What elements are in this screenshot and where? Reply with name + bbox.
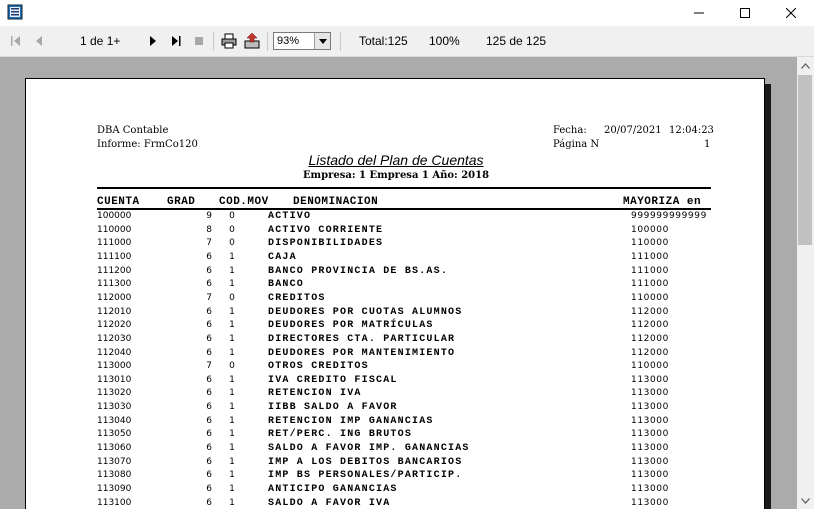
progress-percent: 100%: [429, 34, 460, 48]
table-row: [26, 266, 766, 280]
account-grade: 6: [206, 415, 212, 426]
parent-account: 113000: [631, 443, 669, 454]
account-grade: 6: [206, 333, 212, 344]
movement-code: 1: [229, 251, 235, 262]
maximize-button[interactable]: [722, 0, 768, 26]
movement-code: 1: [229, 265, 235, 276]
print-button[interactable]: [220, 32, 238, 50]
movement-code: 1: [229, 388, 235, 399]
movement-code: 0: [229, 238, 235, 249]
account-name: RETENCION IVA: [268, 388, 362, 400]
printer-icon: [221, 33, 237, 49]
account-code: 113050: [97, 429, 132, 440]
table-row: [26, 252, 766, 266]
account-name: BANCO PROVINCIA DE BS.AS.: [268, 265, 449, 277]
movement-code: 1: [229, 429, 235, 440]
parent-account: 113000: [631, 470, 669, 481]
account-code: 113010: [97, 374, 132, 385]
column-header-codmov: COD.MOV: [219, 196, 269, 208]
scroll-down-button[interactable]: [797, 492, 814, 509]
maximize-icon: [740, 8, 750, 18]
account-code: 113100: [97, 497, 132, 508]
account-name: RETENCION IMP GANANCIAS: [268, 415, 434, 427]
chevron-up-icon: [801, 63, 810, 69]
parent-account: 113000: [631, 497, 669, 508]
account-grade: 7: [206, 292, 212, 303]
parent-account: 113000: [631, 484, 669, 494]
parent-account: 100000: [631, 224, 669, 235]
page-label: Página N: [553, 139, 600, 150]
movement-code: 0: [229, 224, 235, 235]
app-icon: [7, 4, 23, 20]
parent-account: 113000: [631, 388, 669, 399]
parent-account: 999999999999: [631, 211, 707, 221]
chevron-down-icon: [801, 498, 810, 504]
toolbar-separator: [340, 32, 341, 51]
account-code: 113080: [97, 470, 132, 481]
minimize-button[interactable]: [676, 0, 722, 26]
page-indicator: 1 de 1+: [80, 34, 121, 48]
table-row: [26, 348, 766, 362]
table-row: [26, 361, 766, 375]
scroll-thumb[interactable]: [798, 75, 812, 245]
toolbar-separator: [213, 32, 214, 51]
parent-account: 111000: [631, 265, 669, 276]
previous-page-button[interactable]: [31, 32, 47, 50]
next-page-button[interactable]: [145, 32, 161, 50]
scroll-up-button[interactable]: [797, 57, 814, 74]
table-row: [26, 211, 766, 225]
parent-account: 111000: [631, 251, 669, 262]
account-code: 112020: [97, 320, 132, 331]
table-row: [26, 470, 766, 484]
account-code: 113020: [97, 388, 132, 399]
column-header-cuenta: CUENTA: [97, 196, 140, 208]
parent-account: 113000: [631, 456, 669, 467]
movement-code: 0: [229, 292, 235, 303]
account-name: IIBB SALDO A FAVOR: [268, 402, 398, 414]
account-grade: 6: [206, 456, 212, 467]
parent-account: 110000: [631, 361, 669, 372]
parent-account: 111000: [631, 279, 669, 290]
account-grade: 6: [206, 470, 212, 481]
column-header-denominacion: DENOMINACION: [293, 196, 379, 208]
table-row: [26, 320, 766, 334]
account-code: 113030: [97, 402, 132, 413]
header-top-rule: [97, 187, 711, 189]
account-grade: 6: [206, 279, 212, 290]
previous-page-icon: [33, 35, 45, 47]
account-code: 113000: [97, 361, 132, 372]
account-grade: 6: [206, 265, 212, 276]
account-grade: 6: [206, 484, 212, 494]
date-value: 20/07/2021: [604, 125, 662, 136]
account-grade: 7: [206, 238, 212, 249]
minimize-icon: [694, 8, 704, 18]
account-grade: 6: [206, 306, 212, 317]
time-value: 12:04:23: [669, 125, 714, 136]
account-name: DEUDORES POR CUOTAS ALUMNOS: [268, 306, 463, 318]
account-name: CREDITOS: [268, 292, 326, 304]
account-name: DIRECTORES CTA. PARTICULAR: [268, 333, 456, 345]
table-row: [26, 293, 766, 307]
report-page: [25, 78, 765, 509]
movement-code: 1: [229, 456, 235, 467]
toolbar: [0, 26, 814, 57]
toolbar-separator: [267, 32, 268, 51]
title-bar: [0, 0, 814, 26]
export-button[interactable]: [243, 32, 261, 50]
first-page-icon: [10, 35, 22, 47]
account-code: 110000: [97, 224, 132, 235]
account-grade: 6: [206, 443, 212, 454]
account-grade: 7: [206, 361, 212, 372]
movement-code: 0: [229, 361, 235, 372]
account-name: SALDO A FAVOR IMP. GANANCIAS: [268, 443, 470, 455]
total-records: Total:125: [359, 34, 408, 48]
stop-icon: [193, 35, 205, 47]
parent-account: 112000: [631, 347, 669, 358]
parent-account: 113000: [631, 429, 669, 440]
stop-button[interactable]: [191, 32, 207, 50]
account-code: 113060: [97, 443, 132, 454]
table-row: [26, 375, 766, 389]
report-title: Listado del Plan de Cuentas: [308, 152, 484, 168]
movement-code: 1: [229, 484, 235, 494]
company-name: DBA Contable: [97, 125, 169, 136]
table-row: [26, 279, 766, 293]
account-grade: 6: [206, 374, 212, 385]
parent-account: 110000: [631, 292, 669, 303]
account-name: IMP A LOS DEBITOS BANCARIOS: [268, 456, 463, 468]
account-name: IMP BS PERSONALES/PARTICIP.: [268, 470, 463, 482]
account-name: DEUDORES POR MANTENIMIENTO: [268, 347, 456, 359]
report-id: Informe: FrmCo120: [97, 139, 198, 150]
movement-code: 1: [229, 333, 235, 344]
movement-code: 1: [229, 374, 235, 385]
movement-code: 1: [229, 415, 235, 426]
table-row: [26, 334, 766, 348]
table-row: [26, 457, 766, 471]
movement-code: 1: [229, 279, 235, 290]
account-grade: 6: [206, 497, 212, 508]
parent-account: 112000: [631, 333, 669, 344]
table-row: [26, 429, 766, 443]
account-code: 111300: [97, 279, 132, 290]
table-row: [26, 238, 766, 252]
account-name: DEUDORES POR MATRÍCULAS: [268, 320, 434, 332]
zoom-select[interactable]: [273, 32, 331, 50]
close-icon: [786, 8, 796, 18]
page-number: 1: [704, 139, 711, 150]
parent-account: 113000: [631, 415, 669, 426]
last-page-button[interactable]: [168, 32, 184, 50]
account-name: ANTICIPO GANANCIAS: [268, 484, 398, 495]
parent-account: 112000: [631, 306, 669, 317]
parent-account: 113000: [631, 402, 669, 413]
table-row: [26, 402, 766, 416]
last-page-icon: [170, 35, 182, 47]
account-name: DISPONIBILIDADES: [268, 238, 384, 250]
account-code: 111000: [97, 238, 132, 249]
chevron-down-icon: [319, 39, 327, 44]
movement-code: 1: [229, 347, 235, 358]
account-name: ACTIVO: [268, 211, 312, 222]
movement-code: 0: [229, 211, 235, 221]
table-row: [26, 416, 766, 430]
date-label: Fecha:: [553, 125, 587, 136]
parent-account: 113000: [631, 374, 669, 385]
account-grade: 6: [206, 388, 212, 399]
account-code: 112040: [97, 347, 132, 358]
account-code: 113040: [97, 415, 132, 426]
parent-account: 110000: [631, 238, 669, 249]
first-page-button[interactable]: [8, 32, 24, 50]
table-row: [26, 484, 766, 498]
records-progress: 125 de 125: [486, 34, 547, 48]
report-viewport[interactable]: [0, 57, 797, 509]
account-name: OTROS CREDITOS: [268, 361, 369, 373]
parent-account: 112000: [631, 320, 669, 331]
table-row: [26, 498, 766, 509]
table-row: [26, 388, 766, 402]
account-name: CAJA: [268, 251, 297, 263]
account-grade: 9: [206, 211, 212, 221]
movement-code: 1: [229, 306, 235, 317]
movement-code: 1: [229, 443, 235, 454]
account-grade: 8: [206, 224, 212, 235]
account-grade: 6: [206, 347, 212, 358]
table-row: [26, 443, 766, 457]
zoom-value: 93%: [277, 35, 300, 47]
account-name: BANCO: [268, 279, 305, 291]
account-code: 112010: [97, 306, 132, 317]
zoom-dropdown-button[interactable]: [314, 33, 330, 49]
movement-code: 1: [229, 402, 235, 413]
table-row: [26, 225, 766, 239]
report-subtitle: Empresa: 1 Empresa 1 Año: 2018: [302, 170, 490, 181]
account-grade: 6: [206, 429, 212, 440]
account-grade: 6: [206, 320, 212, 331]
account-name: IVA CREDITO FISCAL: [268, 374, 398, 386]
movement-code: 1: [229, 470, 235, 481]
column-header-grad: GRAD: [167, 196, 196, 208]
next-page-icon: [147, 35, 159, 47]
account-name: ACTIVO CORRIENTE: [268, 224, 384, 236]
column-header-mayoriza: MAYORIZA en: [623, 196, 702, 208]
account-code: 112000: [97, 292, 132, 303]
account-name: RET/PERC. ING BRUTOS: [268, 429, 413, 441]
account-grade: 6: [206, 402, 212, 413]
movement-code: 1: [229, 320, 235, 331]
export-icon: [244, 33, 260, 49]
account-code: 112030: [97, 333, 132, 344]
account-code: 111200: [97, 265, 132, 276]
vertical-scrollbar[interactable]: [797, 57, 814, 509]
account-name: SALDO A FAVOR IVA: [268, 497, 391, 509]
account-code: 100000: [97, 211, 132, 221]
movement-code: 1: [229, 497, 235, 508]
account-code: 111100: [97, 251, 132, 262]
account-code: 113070: [97, 456, 132, 467]
account-grade: 6: [206, 251, 212, 262]
close-button[interactable]: [768, 0, 814, 26]
header-bottom-rule: [97, 208, 711, 210]
table-row: [26, 307, 766, 321]
account-code: 113090: [97, 484, 132, 494]
